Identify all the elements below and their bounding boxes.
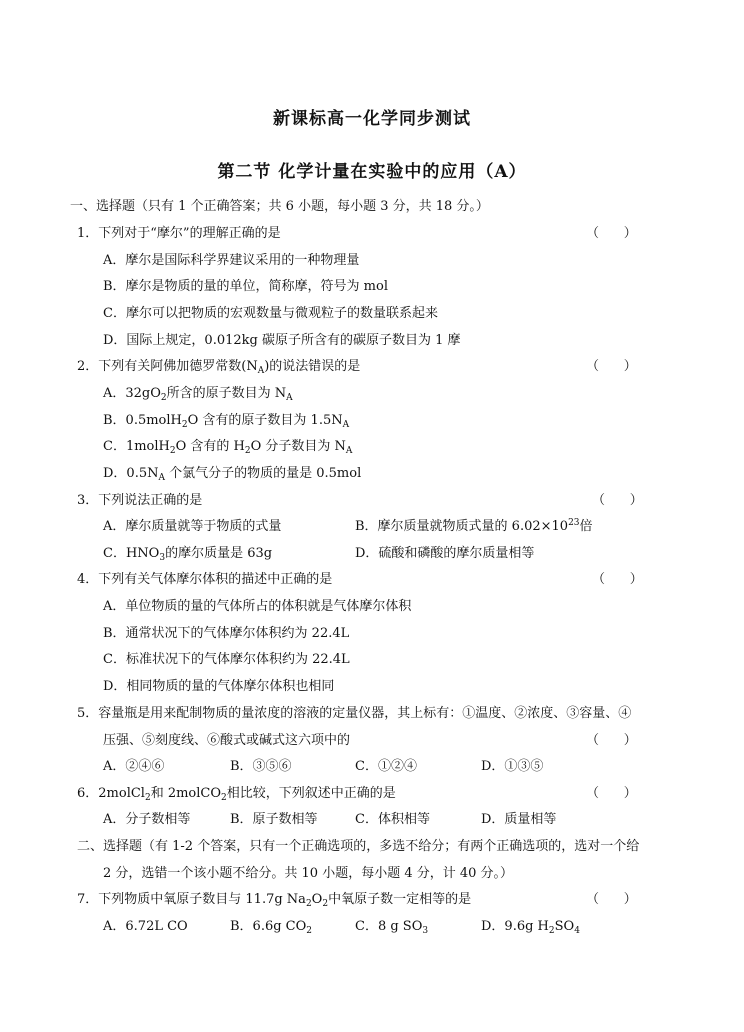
q6-answer-paren: （ ） xyxy=(586,786,637,801)
q4-option-d: D．相同物质的量的气体摩尔体积也相同 xyxy=(103,679,335,694)
q4-option-a: A．单位物质的量的气体所占的体积就是气体摩尔体积 xyxy=(103,599,412,614)
q1-option-a: A．摩尔是国际科学界建议采用的一种物理量 xyxy=(103,253,360,268)
q1-option-c: C．摩尔可以把物质的宏观数量与微观粒子的数量联系起来 xyxy=(103,306,438,321)
q5-option-b: B．③⑤⑥ xyxy=(230,759,292,774)
q2-answer-paren: （ ） xyxy=(586,359,637,374)
q2-option-c: C．1molH$_2$O 含有的 $H_2O$ 分子数目为 $N_A$ xyxy=(103,439,353,456)
q4-stem: 4．下列有关气体摩尔体积的描述中正确的是 xyxy=(77,572,333,587)
q3-option-b: B．摩尔质量就物质式量的 $6.02\times 10^{23}$倍 xyxy=(355,518,593,534)
q7-answer-paren: （ ） xyxy=(586,892,637,907)
q4-option-b: B．通常状况下的气体摩尔体积约为 22.4L xyxy=(103,626,350,641)
q5-option-a: A．②④⑥ xyxy=(103,759,165,774)
q1-stem: 1．下列对于“摩尔”的理解正确的是 xyxy=(77,226,281,241)
q1-option-b: B．摩尔是物质的量的单位，简称摩，符号为 mol xyxy=(103,279,388,294)
section-subtitle: 第二节 化学计量在实验中的应用（A） xyxy=(217,162,527,182)
q1-option-d: D．国际上规定，0.012kg 碳原子所含有的碳原子数目为 1 摩 xyxy=(103,333,461,348)
q6-stem: 6．2molCl$_2$和 2molCO$_2$相比较，下列叙述中正确的是 xyxy=(77,786,396,803)
q6-option-d: D．质量相等 xyxy=(481,812,557,827)
section2-heading-line1: 二、选择题（有 1-2 个答案，只有一个正确选项的，多选不给分；有两个正确选项的，选对一个给 xyxy=(77,839,640,854)
q7-option-c: C．8 g $SO_3$ xyxy=(355,919,429,936)
q7-option-a: A．6.72L CO xyxy=(103,919,188,934)
q5-stem-line2: 压强、⑤刻度线、⑥酸式或碱式这六项中的 xyxy=(103,733,351,748)
q2-option-a: A．$32gO_2$所含的原子数目为 $N_A$ xyxy=(103,386,293,403)
q6-option-a: A．分子数相等 xyxy=(103,812,191,827)
q3-option-c: C．$HNO_3$的摩尔质量是 63g xyxy=(103,546,273,563)
q5-option-d: D．①③⑤ xyxy=(481,759,544,774)
q6-option-c: C．体积相等 xyxy=(355,812,430,827)
q3-option-d: D．硫酸和磷酸的摩尔质量相等 xyxy=(355,546,535,561)
q6-option-b: B．原子数相等 xyxy=(230,812,318,827)
q5-stem-line1: 5．容量瓶是用来配制物质的量浓度的溶液的定量仪器，其上标有：①温度、②浓度、③容量、④ xyxy=(77,706,632,721)
q7-option-d: D．9.6g $H_2SO_4$ xyxy=(481,919,580,936)
section1-heading: 一、选择题（只有 1 个正确答案；共 6 小题，每小题 3 分，共 18 分。） xyxy=(70,199,489,214)
q1-answer-paren: （ ） xyxy=(586,226,637,241)
q2-stem: 2．下列有关阿佛加德罗常数$(N_A)$的说法错误的是 xyxy=(77,359,361,376)
q2-option-d: D．$0.5N_A$ 个氯气分子的物质的量是 0.5mol xyxy=(103,466,362,483)
section2-heading-line2: 2 分，选错一个该小题不给分。共 10 小题，每小题 4 分，计 40 分。） xyxy=(103,866,514,881)
q2-option-b: B．0.5molH$_2$O 含有的原子数目为 $1.5N_A$ xyxy=(103,413,350,430)
page-title: 新课标高一化学同步测试 xyxy=(273,109,471,129)
q5-answer-paren: （ ） xyxy=(586,733,637,748)
q7-stem: 7．下列物质中氧原子数目与 11.7g $Na_2O_2$中氧原子数一定相等的是 xyxy=(77,892,472,909)
q7-option-b: B．6.6g $CO_2$ xyxy=(230,919,313,936)
q4-answer-paren: （ ） xyxy=(592,572,643,587)
q5-option-c: C．①②④ xyxy=(355,759,417,774)
q3-answer-paren: （ ） xyxy=(592,493,643,508)
q3-option-a: A．摩尔质量就等于物质的式量 xyxy=(103,519,282,534)
q3-stem: 3．下列说法正确的是 xyxy=(77,493,203,508)
q4-option-c: C．标准状况下的气体摩尔体积约为 22.4L xyxy=(103,652,350,667)
